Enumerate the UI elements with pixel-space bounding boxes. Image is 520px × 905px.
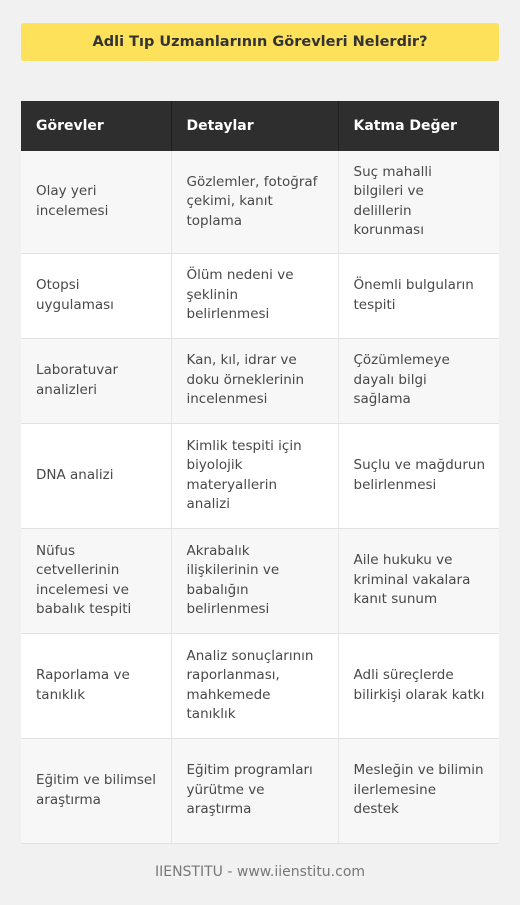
- value-cell: Çözümlemeye dayalı bilgi sağlama: [338, 338, 499, 423]
- detail-cell: Kan, kıl, idrar ve doku örneklerinin incelenmesi: [171, 338, 338, 423]
- task-cell: Olay yeri incelemesi: [21, 151, 171, 253]
- task-cell: Raporlama ve tanıklık: [21, 633, 171, 738]
- tasks-table: [21, 101, 499, 844]
- table-row: [21, 633, 499, 738]
- table-row: [21, 423, 499, 528]
- column-header-value: Katma Değer: [338, 101, 499, 151]
- task-cell: Laboratuvar analizleri: [21, 338, 171, 423]
- detail-cell: Akrabalık ilişkilerinin ve babalığın belirlenmesi: [171, 528, 338, 633]
- detail-cell: Ölüm nedeni ve şeklinin belirlenmesi: [171, 253, 338, 338]
- table-row: [21, 253, 499, 338]
- table-row: [21, 738, 499, 843]
- value-cell: Suçlu ve mağdurun belirlenmesi: [338, 423, 499, 528]
- page-title-text: Adli Tıp Uzmanlarının Görevleri Nelerdir?: [92, 34, 428, 50]
- detail-cell: Eğitim programları yürütme ve araştırma: [171, 738, 338, 843]
- detail-cell: Gözlemler, fotoğraf çekimi, kanıt toplama: [171, 151, 338, 253]
- detail-cell: Kimlik tespiti için biyolojik materyallerin analizi: [171, 423, 338, 528]
- column-header-details: Detaylar: [171, 101, 338, 151]
- task-cell: DNA analizi: [21, 423, 171, 528]
- value-cell: Mesleğin ve bilimin ilerlemesine destek: [338, 738, 499, 843]
- value-cell: Aile hukuku ve kriminal vakalara kanıt sunum: [338, 528, 499, 633]
- table-row: [21, 528, 499, 633]
- value-cell: Suç mahalli bilgileri ve delillerin korunması: [338, 151, 499, 253]
- column-header-tasks: Görevler: [21, 101, 171, 151]
- table-row: [21, 338, 499, 423]
- task-cell: Otopsi uygulaması: [21, 253, 171, 338]
- page-title: [21, 23, 499, 61]
- footer-credit: IIENSTITU - www.iienstitu.com: [154, 864, 366, 880]
- table-row: [21, 151, 499, 253]
- table-header-row: [21, 101, 499, 151]
- value-cell: Adli süreçlerde bilirkişi olarak katkı: [338, 633, 499, 738]
- task-cell: Eğitim ve bilimsel araştırma: [21, 738, 171, 843]
- value-cell: Önemli bulguların tespiti: [338, 253, 499, 338]
- task-cell: Nüfus cetvellerinin incelemesi ve babalık tespiti: [21, 528, 171, 633]
- detail-cell: Analiz sonuçlarının raporlanması, mahkemede tanıklık: [171, 633, 338, 738]
